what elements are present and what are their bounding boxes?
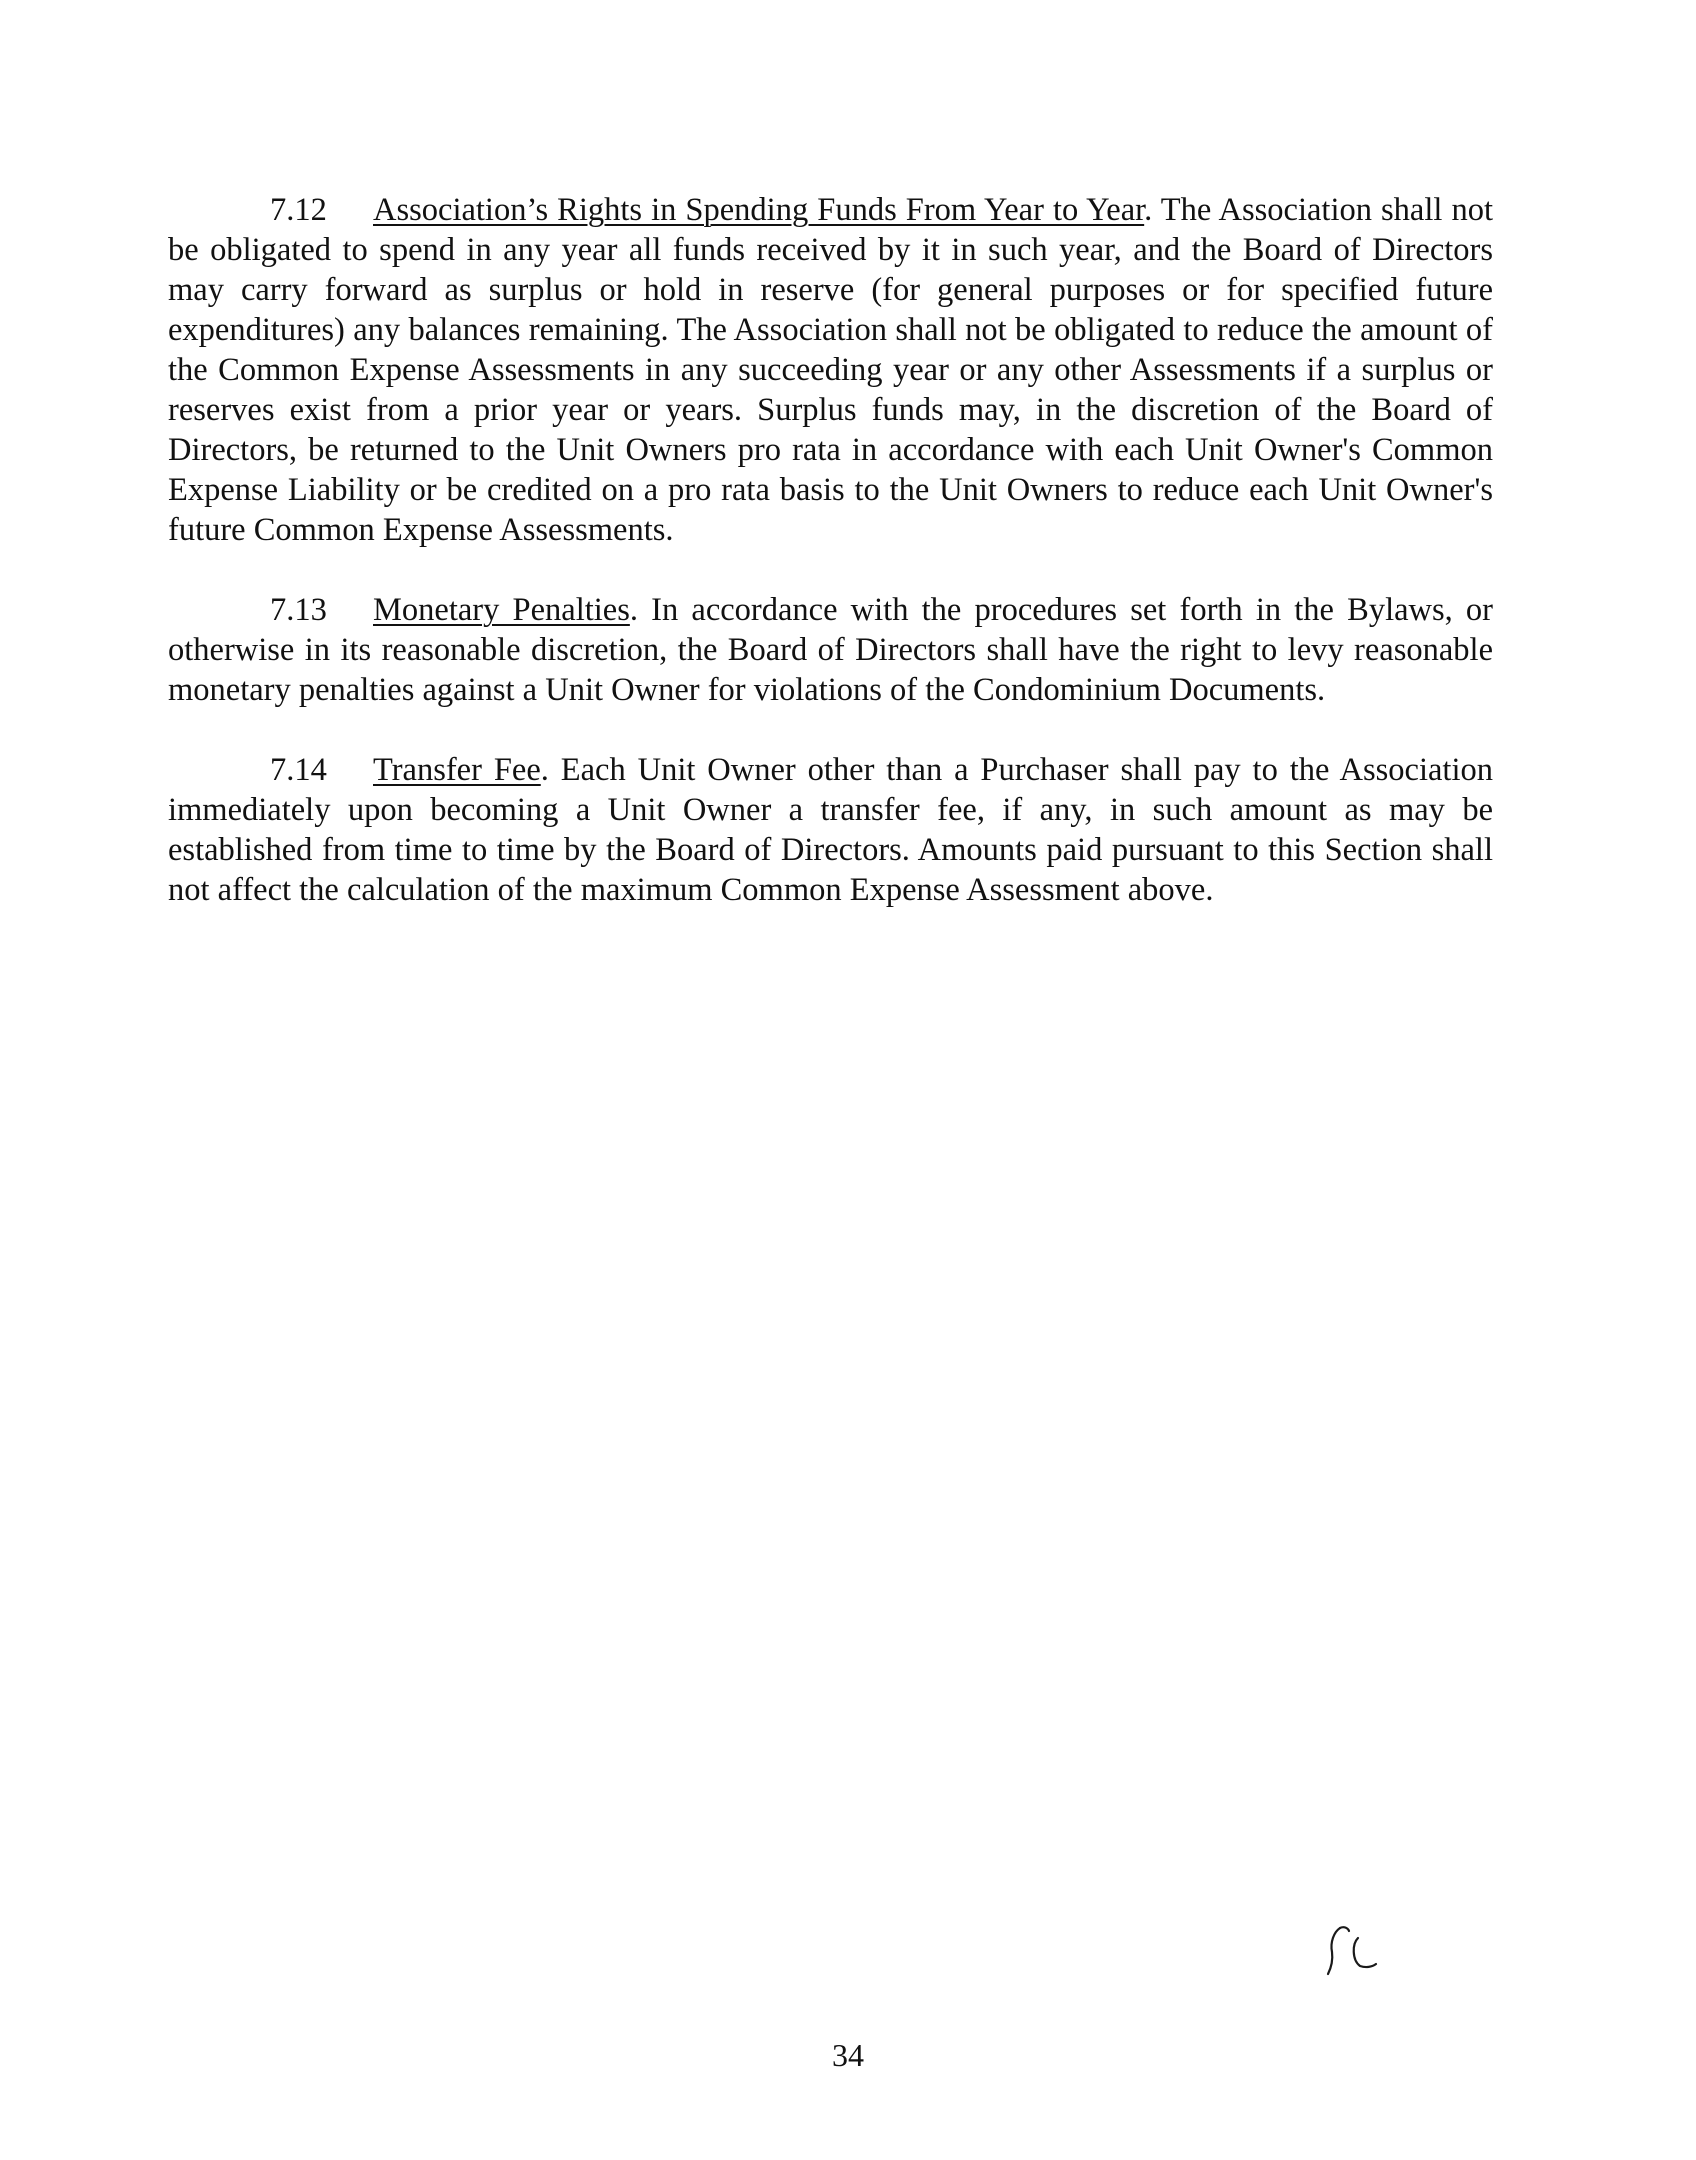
title-terminator: . [1144, 192, 1161, 228]
section-title: Transfer Fee [373, 752, 541, 788]
page-number: 34 [832, 2037, 864, 2073]
title-terminator: . [540, 752, 561, 788]
handwritten-initials [1318, 1920, 1398, 1980]
section-7-13 [168, 590, 1493, 710]
section-number: 7.14 [270, 752, 327, 788]
section-body: Each Unit Owner other than a Purchaser shall pay to the Association immediately upon becoming a Unit Owner a transfer fee, if any, in such amount as may be established from time to time by the Board of Directors. Amounts paid pursuant to this Section shall not affect the calculation of the maximum Common Expense Assessment above. [168, 752, 1493, 908]
document-body [168, 190, 1493, 950]
section-number: 7.13 [270, 592, 327, 628]
section-title: Association’s Rights in Spending Funds From Year to Year [373, 192, 1145, 228]
section-body: The Association shall not be obligated to spend in any year all funds received by it in such year, and the Board of Directors may carry forward as surplus or hold in reserve (for general purposes or for specified future expenditures) any balances remaining. The Association shall not be obligated to reduce the amount of the Common Expense Assessments in any succeeding year or any other Assessments if a surplus or reserves exist from a prior year or years. Surplus funds may, in the discretion of the Board of Directors, be returned to the Unit Owners pro rata in accordance with each Unit Owner's Common Expense Liability or be credited on a pro rata basis to the Unit Owners to reduce each Unit Owner's future Common Expense Assessments. [168, 192, 1493, 548]
section-number: 7.12 [270, 192, 327, 228]
section-7-14 [168, 750, 1493, 910]
section-body: In accordance with the procedures set forth in the Bylaws, or otherwise in its reasonable discretion, the Board of Directors shall have the right to levy reasonable monetary penalties against a Unit Owner for violations of the Condominium Documents. [168, 592, 1494, 708]
section-7-12 [168, 190, 1493, 550]
title-terminator: . [629, 592, 652, 628]
section-title: Monetary Penalties [373, 592, 630, 628]
